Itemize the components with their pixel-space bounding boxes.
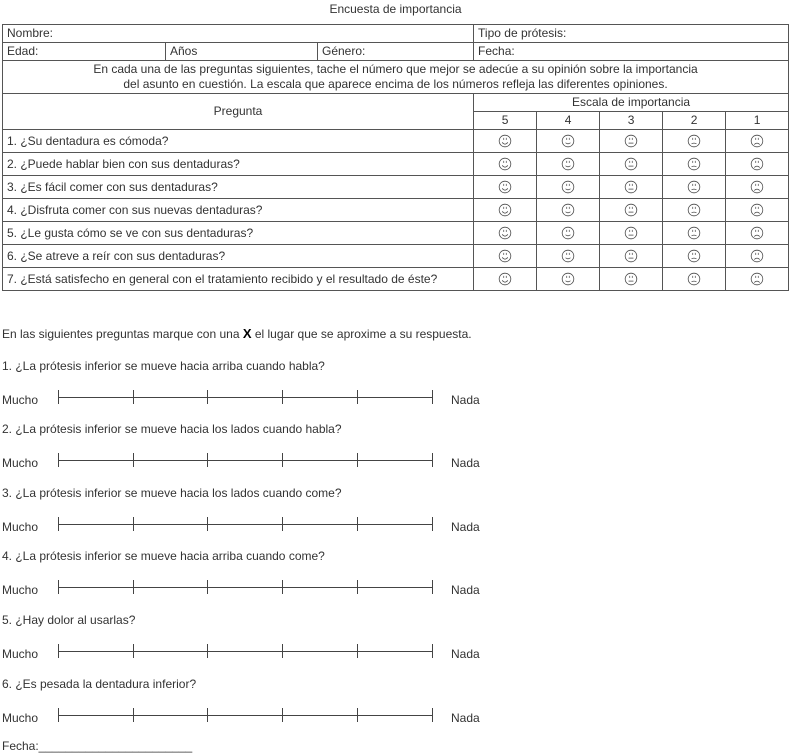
rating-cell[interactable]	[537, 176, 600, 199]
sad-face-icon[interactable]	[687, 134, 701, 148]
question-text: 4. ¿Disfruta comer con sus nuevas dentaduras?	[3, 199, 474, 222]
rating-cell[interactable]	[474, 222, 537, 245]
instr-text: el lugar que se aproxime a su respuesta.	[251, 327, 472, 341]
sad-face-icon[interactable]	[687, 180, 701, 194]
scale-tick[interactable]	[133, 390, 134, 404]
happy-face-icon[interactable]	[561, 157, 575, 171]
rating-cell[interactable]	[600, 176, 663, 199]
scale-tick[interactable]	[207, 390, 208, 404]
instr-x: X	[242, 326, 252, 341]
rating-cell[interactable]	[600, 153, 663, 176]
very-happy-face-icon[interactable]	[498, 249, 512, 263]
very-sad-face-icon[interactable]	[750, 157, 764, 171]
question-text: 3. ¿Es fácil comer con sus dentaduras?	[3, 176, 474, 199]
scale-question: 1. ¿La prótesis inferior se mueve hacia arriba cuando habla?	[2, 359, 325, 373]
scale-tick[interactable]	[282, 390, 283, 404]
very-happy-face-icon[interactable]	[498, 203, 512, 217]
rating-cell[interactable]	[726, 222, 789, 245]
scale-tick[interactable]	[58, 453, 59, 467]
scale-tick[interactable]	[432, 517, 433, 531]
rating-cell[interactable]	[663, 199, 726, 222]
table-row	[3, 176, 789, 199]
scale-tick[interactable]	[133, 644, 134, 658]
nada-label: Nada	[451, 456, 480, 470]
response-scale[interactable]	[58, 708, 432, 722]
mucho-label: Mucho	[2, 583, 39, 597]
rating-cell[interactable]	[600, 222, 663, 245]
rating-cell[interactable]	[663, 130, 726, 153]
scale-tick[interactable]	[133, 708, 134, 722]
rating-cell[interactable]	[726, 153, 789, 176]
scale-tick[interactable]	[357, 517, 358, 531]
rating-cell[interactable]	[537, 153, 600, 176]
rating-cell[interactable]	[663, 222, 726, 245]
very-happy-face-icon[interactable]	[498, 180, 512, 194]
scale-tick[interactable]	[133, 517, 134, 531]
rating-cell[interactable]	[726, 130, 789, 153]
scale-question: 4. ¿La prótesis inferior se mueve hacia arriba cuando come?	[2, 549, 325, 563]
rating-cell[interactable]	[474, 153, 537, 176]
scale-question: 3. ¿La prótesis inferior se mueve hacia los lados cuando come?	[2, 486, 342, 500]
scale-tick[interactable]	[282, 453, 283, 467]
rating-cell[interactable]	[474, 245, 537, 268]
footer-fecha[interactable]: Fecha:_______________________	[2, 739, 193, 753]
nada-label: Nada	[451, 647, 480, 661]
genero-field[interactable]: Género:	[318, 43, 474, 61]
table-row	[3, 153, 789, 176]
rating-cell[interactable]	[726, 268, 789, 291]
scale-number: 5	[474, 112, 537, 130]
rating-cell[interactable]	[474, 130, 537, 153]
rating-cell[interactable]	[600, 130, 663, 153]
scale-tick[interactable]	[282, 708, 283, 722]
question-text: 6. ¿Se atreve a reír con sus dentaduras?	[3, 245, 474, 268]
rating-cell[interactable]	[537, 268, 600, 291]
scale-tick[interactable]	[357, 453, 358, 467]
happy-face-icon[interactable]	[561, 272, 575, 286]
scale-tick[interactable]	[207, 580, 208, 594]
response-scale[interactable]	[58, 453, 432, 467]
very-happy-face-icon[interactable]	[498, 272, 512, 286]
sad-face-icon[interactable]	[687, 249, 701, 263]
happy-face-icon[interactable]	[561, 226, 575, 240]
rating-cell[interactable]	[726, 245, 789, 268]
scale-tick[interactable]	[58, 580, 59, 594]
question-text: 7. ¿Está satisfecho en general con el tratamiento recibido y el resultado de éste?	[3, 268, 474, 291]
rating-cell[interactable]	[474, 176, 537, 199]
happy-face-icon[interactable]	[561, 203, 575, 217]
scale-number: 2	[663, 112, 726, 130]
scale-tick[interactable]	[357, 390, 358, 404]
neutral-face-icon[interactable]	[624, 157, 638, 171]
scale-tick[interactable]	[282, 580, 283, 594]
response-scale[interactable]	[58, 517, 432, 531]
rating-cell[interactable]	[537, 130, 600, 153]
scale-question: 5. ¿Hay dolor al usarlas?	[2, 613, 136, 627]
tipo-protesis-field[interactable]: Tipo de prótesis:	[474, 25, 789, 43]
rating-cell[interactable]	[600, 245, 663, 268]
edad-field[interactable]: Edad:	[3, 43, 166, 61]
instructions-line-2: del asunto en cuestión. La escala que aparece encima de los números refleja las diferentes opiniones.	[123, 77, 668, 91]
rating-cell[interactable]	[600, 268, 663, 291]
scale-tick[interactable]	[282, 517, 283, 531]
scale-tick[interactable]	[133, 580, 134, 594]
neutral-face-icon[interactable]	[624, 134, 638, 148]
neutral-face-icon[interactable]	[624, 203, 638, 217]
response-scale[interactable]	[58, 644, 432, 658]
neutral-face-icon[interactable]	[624, 180, 638, 194]
scale-number: 4	[537, 112, 600, 130]
rating-cell[interactable]	[600, 199, 663, 222]
scale-tick[interactable]	[432, 453, 433, 467]
anos-label: Años	[166, 43, 318, 61]
scale-tick[interactable]	[282, 644, 283, 658]
scale-tick[interactable]	[207, 644, 208, 658]
rating-cell[interactable]	[537, 222, 600, 245]
very-happy-face-icon[interactable]	[498, 226, 512, 240]
instructions-line-1: En cada una de las preguntas siguientes, tache el número que mejor se adecúe a su opinión sobre la importancia	[93, 62, 698, 76]
rating-cell[interactable]	[663, 176, 726, 199]
scale-question: 6. ¿Es pesada la dentadura inferior?	[2, 677, 197, 691]
table-row	[3, 245, 789, 268]
rating-cell[interactable]	[663, 153, 726, 176]
scale-tick[interactable]	[133, 453, 134, 467]
sad-face-icon[interactable]	[687, 203, 701, 217]
very-sad-face-icon[interactable]	[750, 249, 764, 263]
question-text: 1. ¿Su dentadura es cómoda?	[3, 130, 474, 153]
rating-cell[interactable]	[726, 176, 789, 199]
question-text: 2. ¿Puede hablar bien con sus dentaduras?	[3, 153, 474, 176]
neutral-face-icon[interactable]	[624, 272, 638, 286]
rating-cell[interactable]	[474, 199, 537, 222]
scale-question: 2. ¿La prótesis inferior se mueve hacia los lados cuando habla?	[2, 422, 342, 436]
happy-face-icon[interactable]	[561, 134, 575, 148]
happy-face-icon[interactable]	[561, 180, 575, 194]
scale-tick[interactable]	[357, 580, 358, 594]
response-scale[interactable]	[58, 580, 432, 594]
mucho-label: Mucho	[2, 520, 39, 534]
rating-cell[interactable]	[726, 199, 789, 222]
scale-tick[interactable]	[58, 517, 59, 531]
happy-face-icon[interactable]	[561, 249, 575, 263]
scale-tick[interactable]	[58, 708, 59, 722]
mucho-label: Mucho	[2, 711, 39, 725]
pregunta-header: Pregunta	[3, 94, 474, 130]
very-sad-face-icon[interactable]	[750, 272, 764, 286]
response-scale[interactable]	[58, 390, 432, 404]
sad-face-icon[interactable]	[687, 272, 701, 286]
table-row	[3, 130, 789, 153]
table-row	[3, 199, 789, 222]
very-sad-face-icon[interactable]	[750, 226, 764, 240]
survey-table	[2, 24, 789, 291]
question-text: 5. ¿Le gusta cómo se ve con sus dentaduras?	[3, 222, 474, 245]
scale-number: 1	[726, 112, 789, 130]
sad-face-icon[interactable]	[687, 157, 701, 171]
table-row	[3, 268, 789, 291]
neutral-face-icon[interactable]	[624, 226, 638, 240]
scale-tick[interactable]	[207, 708, 208, 722]
very-happy-face-icon[interactable]	[498, 157, 512, 171]
scale-tick[interactable]	[58, 390, 59, 404]
scale-tick[interactable]	[207, 453, 208, 467]
escala-header: Escala de importancia	[474, 94, 789, 112]
rating-cell[interactable]	[474, 268, 537, 291]
page-title: Encuesta de importancia	[329, 2, 462, 16]
scale-tick[interactable]	[432, 644, 433, 658]
sad-face-icon[interactable]	[687, 226, 701, 240]
scale-number: 3	[600, 112, 663, 130]
scale-tick[interactable]	[357, 644, 358, 658]
mucho-label: Mucho	[2, 393, 39, 407]
scale-tick[interactable]	[357, 708, 358, 722]
very-happy-face-icon[interactable]	[498, 134, 512, 148]
very-sad-face-icon[interactable]	[750, 134, 764, 148]
instr-text: En las siguientes preguntas marque con una	[2, 327, 243, 341]
scale-tick[interactable]	[432, 390, 433, 404]
mucho-label: Mucho	[2, 647, 39, 661]
table-row	[3, 222, 789, 245]
rating-cell[interactable]	[537, 199, 600, 222]
nada-label: Nada	[451, 583, 480, 597]
scale-tick[interactable]	[432, 580, 433, 594]
scale-tick[interactable]	[432, 708, 433, 722]
scale-tick[interactable]	[207, 517, 208, 531]
nada-label: Nada	[451, 393, 480, 407]
rating-cell[interactable]	[663, 268, 726, 291]
part2-instructions	[2, 326, 472, 341]
rating-cell[interactable]	[537, 245, 600, 268]
nada-label: Nada	[451, 520, 480, 534]
rating-cell[interactable]	[663, 245, 726, 268]
scale-tick[interactable]	[58, 644, 59, 658]
fecha-field[interactable]: Fecha:	[474, 43, 789, 61]
nombre-field[interactable]: Nombre:	[3, 25, 474, 43]
nada-label: Nada	[451, 711, 480, 725]
neutral-face-icon[interactable]	[624, 249, 638, 263]
very-sad-face-icon[interactable]	[750, 203, 764, 217]
very-sad-face-icon[interactable]	[750, 180, 764, 194]
mucho-label: Mucho	[2, 456, 39, 470]
